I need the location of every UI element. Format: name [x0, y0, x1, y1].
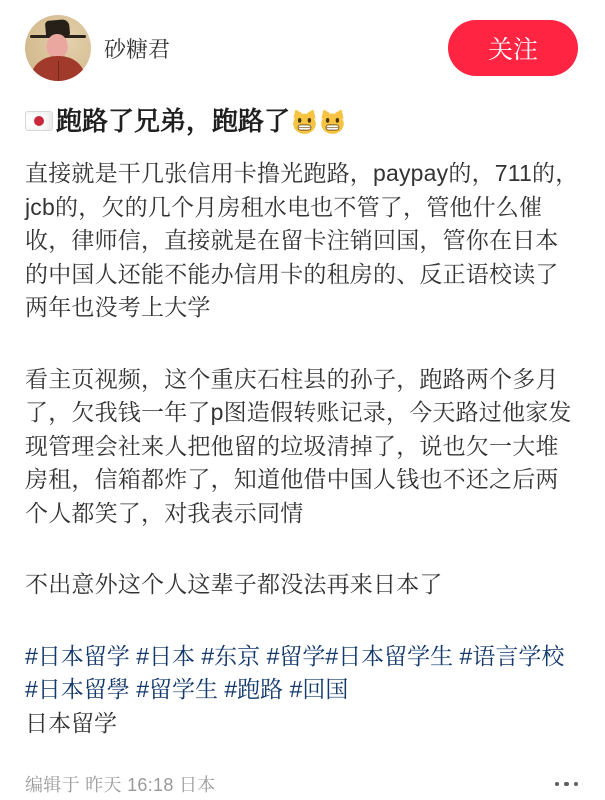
hashtag-link[interactable]: #日本留學: [25, 676, 137, 702]
follow-button[interactable]: 关注: [448, 20, 578, 76]
hashtag-link[interactable]: #留学: [266, 642, 326, 669]
hashtag-link[interactable]: #日本: [136, 642, 202, 669]
more-options-icon[interactable]: [553, 776, 581, 793]
post-paragraph: 直接就是干几张信用卡撸光跑路，paypay的，711的，jcb的，欠的几个月房租水电也不管了，管他什么催收，律师信，直接就是在留卡注销回国，管你在日本的中国人还能不能办信用卡的租房的、反正语校读了两年也没考上大学: [25, 160, 579, 320]
post-title-text: 跑路了兄弟，跑路了: [56, 106, 291, 136]
hashtag-link[interactable]: #语言学校: [459, 642, 565, 669]
cat-emoji-icon: [291, 108, 318, 135]
trailing-text: 日本留学: [25, 709, 117, 736]
tag-block: [25, 640, 580, 707]
hashtag-link[interactable]: #日本留学: [25, 642, 137, 669]
post-title: [25, 103, 580, 139]
hashtag-link[interactable]: #东京: [201, 642, 267, 669]
post-footer: [25, 771, 580, 797]
avatar[interactable]: [25, 15, 91, 81]
post-header: [25, 15, 580, 81]
hashtag-link[interactable]: #跑路: [224, 676, 290, 702]
hashtag-link[interactable]: #回国: [289, 676, 349, 702]
post-body: [25, 157, 580, 602]
hashtag-link[interactable]: #留学生: [136, 676, 225, 702]
avatar-robe-line: [58, 61, 59, 81]
post-paragraph: 不出意外这个人这辈子都没法再来日本了: [25, 571, 443, 597]
japan-flag-icon: [25, 111, 53, 131]
edit-timestamp: 编辑于 昨天 16:18 日本: [25, 775, 216, 795]
username[interactable]: 砂糖君: [104, 36, 171, 62]
cat-emoji-icon: [319, 108, 346, 135]
post-paragraph: 看主页视频，这个重庆石柱县的孙子，跑路两个多月了，欠我钱一年了p图造假转账记录，今天路过他家发现管理会社来人把他留的垃圾清掉了，说也欠一大堆房租，信箱都炸了，知道他借中国人钱也不还之后两个人都笑了，对我表示同情: [25, 365, 572, 526]
hashtag-link[interactable]: #日本留学生: [325, 642, 460, 669]
